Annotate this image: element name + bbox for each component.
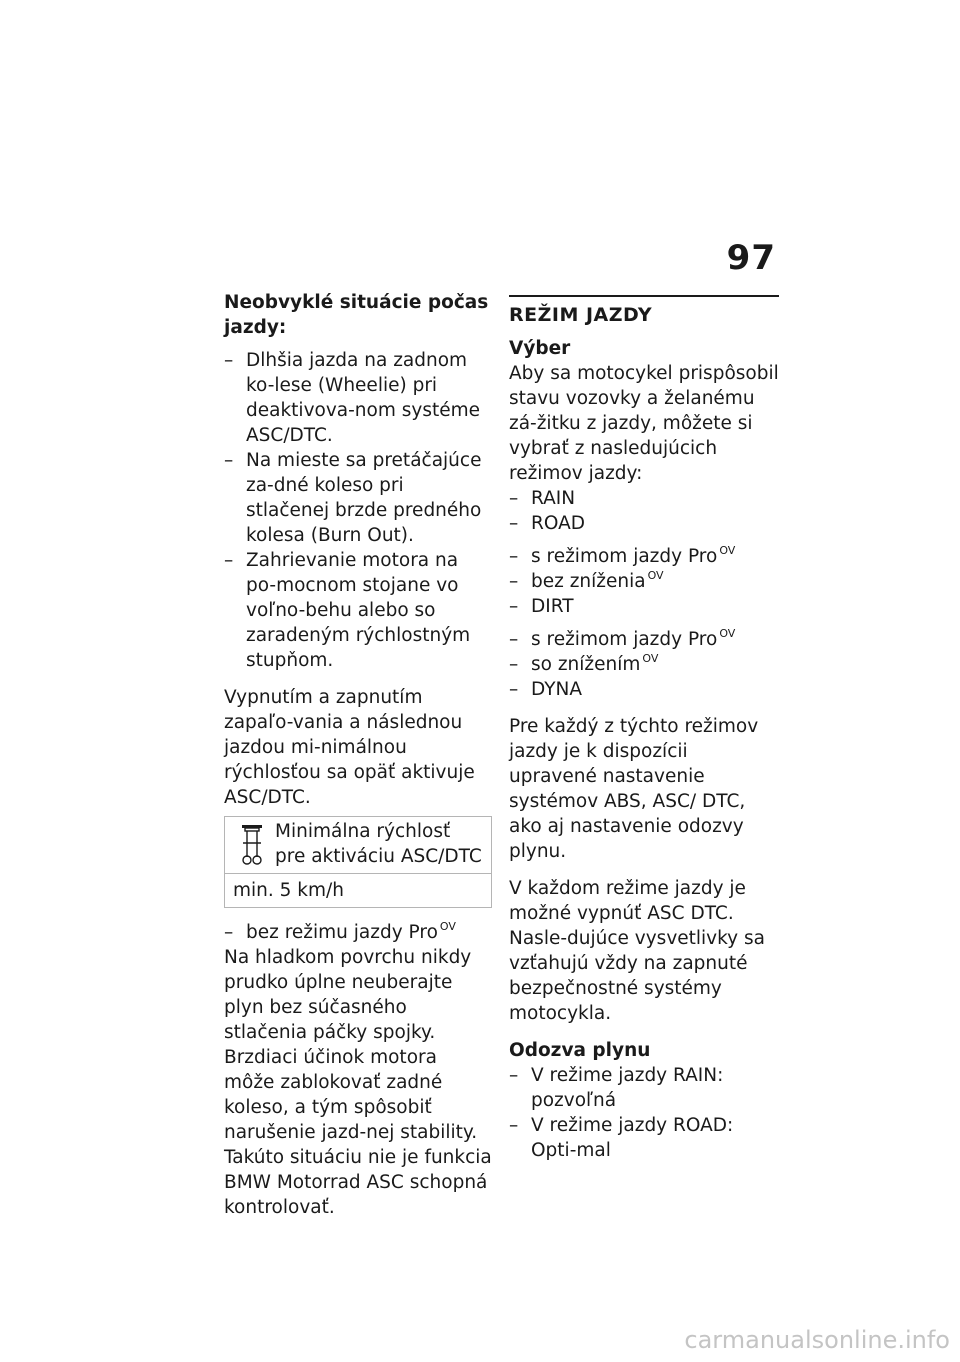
list-item: – Zahrievanie motora na po-mocnom stojane vo voľno-behu alebo so zaradeným rýchlostným stupňom. bbox=[224, 548, 492, 673]
pro-list bbox=[224, 920, 492, 945]
list-item: – V režime jazdy RAIN: pozvoľná bbox=[509, 1063, 779, 1113]
list-item: – bez zníženia $^{OV}$ bbox=[509, 569, 779, 594]
list-item: – s režimom jazdy Pro $^{OV}$ bbox=[509, 627, 779, 652]
wrench-spec-icon bbox=[239, 823, 267, 867]
sub-heading-selection: Výber bbox=[509, 338, 571, 359]
ov-mark: OV bbox=[719, 627, 736, 640]
ov-mark: OV bbox=[647, 569, 664, 582]
spec-title: Minimálna rýchlosť pre aktiváciu ASC/DTC bbox=[275, 821, 482, 867]
list-item: – so znížením $^{OV}$ bbox=[509, 652, 779, 677]
ov-mark: OV bbox=[642, 652, 659, 665]
asc-dtc-paragraph: V každom režime jazdy je možné vypnúť ASC DTC. Nasle-dujúce vysvetlivky sa vzťahujú vždy na zapnuté bezpečnostné systémy motocykla. bbox=[509, 878, 765, 1024]
ov-mark: OV bbox=[719, 544, 736, 557]
throttle-warning-paragraph: Na hladkom povrchu nikdy prudko úplne neuberajte plyn bez súčasného stlačenia páčky spojky. Brzdiaci účinok motora môže zablokovať zadné koleso, a tým spôsobiť narušenie jazd-nej stability. Takúto situáciu nie je funkcia BMW Motorrad ASC schopná kontrolovať. bbox=[224, 947, 492, 1218]
ov-mark: OV bbox=[439, 920, 456, 933]
right-column bbox=[509, 290, 779, 1163]
modes-list-2 bbox=[509, 544, 779, 619]
watermark-link[interactable]: carmanualsonline.info bbox=[684, 1326, 950, 1354]
left-column bbox=[224, 290, 492, 1220]
list-item: – Na mieste sa pretáčajúce za-dné koleso pri stlačenej brzde predného kolesa (Burn Out). bbox=[224, 448, 492, 548]
list-item: – RAIN bbox=[509, 486, 779, 511]
list-item: – DIRT bbox=[509, 594, 779, 619]
situations-list bbox=[224, 348, 492, 673]
response-list bbox=[509, 1063, 779, 1163]
reactivation-paragraph: Vypnutím a zapnutím zapaľo-vania a následnou jazdou mi-nimálnou rýchlosťou sa opäť aktivuje ASC/DTC. bbox=[224, 687, 475, 808]
selection-paragraph: Aby sa motocykel prispôsobil stavu vozovky a želanému zá-žitku z jazdy, môžete si vybrať z nasledujúcich režimov jazdy: bbox=[509, 363, 779, 484]
list-item: – ROAD bbox=[509, 511, 779, 536]
sub-heading-throttle-response: Odozva plynu bbox=[509, 1040, 651, 1061]
heading-unusual-situations: Neobvyklé situácie počas jazdy: bbox=[224, 292, 489, 338]
list-item: – V režime jazdy ROAD: Opti-mal bbox=[509, 1113, 779, 1163]
list-item: – s režimom jazdy Pro $^{OV}$ bbox=[509, 544, 779, 569]
spec-box bbox=[224, 816, 492, 908]
section-title: REŽIM JAZDY bbox=[509, 304, 653, 326]
spec-value: min. 5 km/h bbox=[233, 880, 344, 901]
modes-list-3 bbox=[509, 627, 779, 702]
spec-header bbox=[225, 817, 491, 874]
modes-list-1 bbox=[509, 486, 779, 536]
list-item: – bez režimu jazdy Pro $^{OV}$ bbox=[224, 920, 492, 945]
settings-paragraph: Pre každý z týchto režimov jazdy je k dispozícii upravené nastavenie systémov ABS, ASC/ DTC, ako aj nastavenie odozvy plynu. bbox=[509, 716, 759, 862]
page-number: 97 bbox=[726, 238, 776, 278]
list-item: – Dlhšia jazda na zadnom ko-lese (Wheelie) pri deaktivova-nom systéme ASC/DTC. bbox=[224, 348, 492, 448]
section-divider bbox=[509, 295, 779, 297]
list-item: – DYNA bbox=[509, 677, 779, 702]
